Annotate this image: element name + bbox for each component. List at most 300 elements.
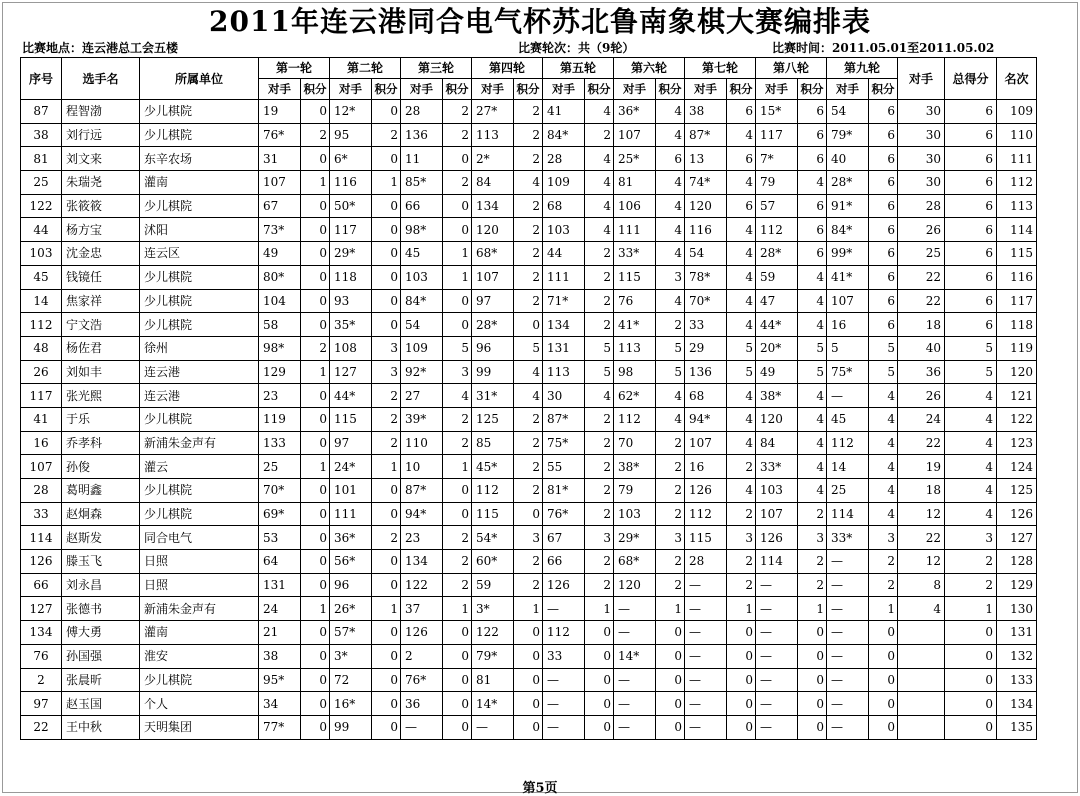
opponent-total-cell: 22 [898,265,945,289]
opponent-cell: 29* [330,242,372,266]
score-cell: 0 [514,715,543,739]
score-cell: 2 [656,573,685,597]
score-cell: 6 [869,313,898,337]
opponent-cell: — [827,621,869,645]
opponent-cell: 35* [330,313,372,337]
player-name-cell: 刘如丰 [62,360,140,384]
opponent-cell: — [685,573,727,597]
score-cell: 4 [869,502,898,526]
score-cell: 2 [585,455,614,479]
score-cell: 0 [301,692,330,716]
header-round-6: 第六轮 [614,58,685,79]
score-cell: 0 [798,692,827,716]
opponent-cell: 108 [330,336,372,360]
header-round-4: 第四轮 [472,58,543,79]
score-cell: 2 [443,171,472,195]
score-cell: 0 [301,313,330,337]
opponent-total-cell: 22 [898,431,945,455]
score-cell: 0 [301,502,330,526]
total-score-cell: 4 [945,479,997,503]
total-score-cell: 6 [945,313,997,337]
opponent-cell: — [756,668,798,692]
header-round-2-score: 积分 [372,79,401,100]
opponent-cell: 112 [827,431,869,455]
header-round-1: 第一轮 [259,58,330,79]
opponent-cell: 81 [472,668,514,692]
score-cell: 0 [514,692,543,716]
seq-cell: 38 [21,123,62,147]
score-cell: 0 [798,715,827,739]
unit-cell: 少儿棋院 [140,502,259,526]
seq-cell: 114 [21,526,62,550]
score-cell: 3 [869,526,898,550]
opponent-cell: 134 [401,550,443,574]
score-cell: 4 [656,218,685,242]
seq-cell: 66 [21,573,62,597]
score-cell: 0 [301,407,330,431]
score-cell: 4 [656,171,685,195]
opponent-cell: 26* [330,597,372,621]
score-cell: 4 [798,289,827,313]
table-row [21,171,1037,195]
opponent-cell: 79* [472,644,514,668]
rank-cell: 124 [997,455,1037,479]
opponent-cell: 95 [330,123,372,147]
opponent-cell: 104 [259,289,301,313]
score-cell: 0 [301,668,330,692]
opponent-cell: 30 [543,384,585,408]
unit-cell: 日照 [140,573,259,597]
player-name-cell: 刘文来 [62,147,140,171]
score-cell: 6 [798,147,827,171]
opponent-cell: 37 [401,597,443,621]
opponent-cell: 116 [685,218,727,242]
opponent-cell: 56* [330,550,372,574]
opponent-cell: 99* [827,242,869,266]
opponent-cell: 16* [330,692,372,716]
opponent-cell: 76 [614,289,656,313]
score-cell: 1 [656,597,685,621]
seq-cell: 48 [21,336,62,360]
opponent-total-cell [898,715,945,739]
opponent-cell: 54 [827,100,869,124]
opponent-cell: — [827,668,869,692]
score-cell: 4 [727,407,756,431]
table-row [21,597,1037,621]
score-cell: 6 [869,100,898,124]
opponent-cell: 7* [756,147,798,171]
opponent-cell: — [472,715,514,739]
opponent-cell: 91* [827,194,869,218]
score-cell: 2 [443,123,472,147]
score-cell: 2 [514,573,543,597]
score-cell: 0 [869,644,898,668]
score-cell: 4 [443,384,472,408]
opponent-cell: 94* [685,407,727,431]
score-cell: 4 [727,123,756,147]
score-cell: 0 [372,668,401,692]
opponent-cell: 28* [827,171,869,195]
opponent-cell: 106 [614,194,656,218]
opponent-cell: 57* [330,621,372,645]
opponent-total-cell: 24 [898,407,945,431]
score-cell: 2 [585,431,614,455]
score-cell: 2 [798,502,827,526]
score-cell: 1 [443,597,472,621]
score-cell: 0 [443,715,472,739]
opponent-cell: 107 [827,289,869,313]
table-row [21,573,1037,597]
total-score-cell: 0 [945,621,997,645]
score-cell: 3 [798,526,827,550]
opponent-cell: 33 [685,313,727,337]
opponent-cell: 126 [401,621,443,645]
score-cell: 4 [585,384,614,408]
rank-cell: 119 [997,336,1037,360]
opponent-cell: — [543,597,585,621]
player-name-cell: 王中秋 [62,715,140,739]
score-cell: 4 [869,431,898,455]
score-cell: 2 [372,431,401,455]
score-cell: 4 [798,384,827,408]
opponent-cell: — [685,668,727,692]
player-name-cell: 杨方宝 [62,218,140,242]
opponent-cell: — [401,715,443,739]
score-cell: 1 [372,597,401,621]
opponent-cell: 16 [685,455,727,479]
score-cell: 4 [585,171,614,195]
score-cell: 6 [798,194,827,218]
opponent-cell: 120 [614,573,656,597]
opponent-cell: 5 [827,336,869,360]
opponent-cell: 47 [756,289,798,313]
opponent-cell: 28 [401,100,443,124]
opponent-cell: 111 [614,218,656,242]
score-cell: 6 [798,100,827,124]
score-cell: 2 [798,550,827,574]
page-number: 第5页 [522,781,558,796]
seq-cell: 81 [21,147,62,171]
score-cell: 2 [443,573,472,597]
score-cell: 4 [727,218,756,242]
score-cell: 0 [372,313,401,337]
opponent-cell: 136 [685,360,727,384]
score-cell: 0 [372,147,401,171]
score-cell: 0 [372,194,401,218]
score-cell: 4 [727,431,756,455]
score-cell: 2 [798,573,827,597]
rank-cell: 116 [997,265,1037,289]
opponent-cell: 122 [472,621,514,645]
opponent-cell: 24* [330,455,372,479]
opponent-cell: 11 [401,147,443,171]
opponent-cell: 113 [472,123,514,147]
score-cell: 1 [798,597,827,621]
score-cell: 0 [585,715,614,739]
score-cell: 2 [372,384,401,408]
opponent-cell: 103 [401,265,443,289]
opponent-cell: 134 [472,194,514,218]
score-cell: 2 [727,573,756,597]
opponent-cell: 68 [685,384,727,408]
opponent-cell: 75* [543,431,585,455]
opponent-cell: 96 [472,336,514,360]
score-cell: 2 [585,550,614,574]
total-score-cell: 5 [945,360,997,384]
score-cell: 0 [443,621,472,645]
score-cell: 4 [514,384,543,408]
opponent-cell: 99 [330,715,372,739]
score-cell: 2 [585,242,614,266]
opponent-cell: 3* [330,644,372,668]
score-cell: 4 [798,171,827,195]
rank-cell: 111 [997,147,1037,171]
score-cell: 4 [869,479,898,503]
rank-cell: 131 [997,621,1037,645]
opponent-cell: 112 [472,479,514,503]
unit-cell: 少儿棋院 [140,479,259,503]
table-row [21,360,1037,384]
score-cell: 4 [727,171,756,195]
opponent-cell: 64 [259,550,301,574]
opponent-cell: 122 [401,573,443,597]
opponent-cell: 69* [259,502,301,526]
unit-cell: 淮安 [140,644,259,668]
document-title: 2011年连云港同合电气杯苏北鲁南象棋大赛编排表 [209,5,871,38]
opponent-cell: 79* [827,123,869,147]
opponent-cell: 68* [472,242,514,266]
player-name-cell: 焦家祥 [62,289,140,313]
opponent-cell: 79 [756,171,798,195]
opponent-cell: 71* [543,289,585,313]
opponent-cell: 133 [259,431,301,455]
table-row [21,502,1037,526]
opponent-cell: 70* [685,289,727,313]
opponent-cell: 38 [259,644,301,668]
table-row [21,550,1037,574]
opponent-cell: — [827,715,869,739]
header-round-9: 第九轮 [827,58,898,79]
opponent-cell: 31* [472,384,514,408]
opponent-cell: 38* [614,455,656,479]
player-name-cell: 孙国强 [62,644,140,668]
opponent-cell: 125 [472,407,514,431]
opponent-cell: 107 [614,123,656,147]
opponent-cell: — [614,668,656,692]
total-score-cell: 4 [945,455,997,479]
header-round-8: 第八轮 [756,58,827,79]
opponent-cell: 41* [614,313,656,337]
score-cell: 0 [656,668,685,692]
opponent-cell: 113 [614,336,656,360]
score-cell: 2 [514,455,543,479]
opponent-cell: 54 [685,242,727,266]
total-score-cell: 0 [945,692,997,716]
header-round-4-opponent: 对手 [472,79,514,100]
score-cell: 4 [585,194,614,218]
opponent-total-cell: 36 [898,360,945,384]
score-cell: 0 [301,147,330,171]
opponent-cell: 84 [756,431,798,455]
opponent-cell: 87* [401,479,443,503]
score-cell: 2 [372,526,401,550]
total-score-cell: 2 [945,550,997,574]
score-cell: 4 [798,431,827,455]
seq-cell: 127 [21,597,62,621]
opponent-cell: 118 [330,265,372,289]
opponent-total-cell: 18 [898,479,945,503]
player-name-cell: 宁文浩 [62,313,140,337]
score-cell: 0 [372,242,401,266]
score-cell: 6 [869,147,898,171]
opponent-cell: 111 [543,265,585,289]
table-row [21,384,1037,408]
opponent-total-cell [898,668,945,692]
opponent-cell: 3* [472,597,514,621]
opponent-cell: 28* [756,242,798,266]
score-cell: 4 [798,407,827,431]
total-score-cell: 4 [945,502,997,526]
opponent-cell: 41* [827,265,869,289]
seq-cell: 87 [21,100,62,124]
opponent-cell: 54 [401,313,443,337]
opponent-cell: 59 [756,265,798,289]
rank-cell: 114 [997,218,1037,242]
total-score-cell: 6 [945,289,997,313]
opponent-cell: 29* [614,526,656,550]
header-round-3-opponent: 对手 [401,79,443,100]
header-rank: 名次 [997,58,1037,100]
unit-cell: 天明集团 [140,715,259,739]
score-cell: 5 [514,336,543,360]
score-cell: 0 [301,218,330,242]
opponent-cell: 79 [614,479,656,503]
score-cell: 4 [869,407,898,431]
score-cell: 0 [869,621,898,645]
total-score-cell: 6 [945,171,997,195]
opponent-cell: 33* [827,526,869,550]
opponent-cell: 44* [330,384,372,408]
score-cell: 0 [372,502,401,526]
header-total-score: 总得分 [945,58,997,100]
score-cell: 0 [443,644,472,668]
unit-cell: 连云港 [140,384,259,408]
header-round-9-score: 积分 [869,79,898,100]
seq-cell: 22 [21,715,62,739]
seq-cell: 44 [21,218,62,242]
score-cell: 4 [727,265,756,289]
opponent-cell: 75* [827,360,869,384]
opponent-cell: 45 [827,407,869,431]
score-cell: 2 [656,313,685,337]
opponent-cell: 120 [685,194,727,218]
opponent-cell: — [827,384,869,408]
score-cell: 2 [514,123,543,147]
opponent-cell: — [543,715,585,739]
score-cell: 6 [869,123,898,147]
opponent-cell: 113 [543,360,585,384]
opponent-cell: 134 [543,313,585,337]
opponent-cell: 103 [614,502,656,526]
score-cell: 2 [585,479,614,503]
opponent-cell: — [827,644,869,668]
seq-cell: 103 [21,242,62,266]
player-name-cell: 沈金忠 [62,242,140,266]
rank-cell: 110 [997,123,1037,147]
score-cell: 0 [798,668,827,692]
score-cell: 5 [656,336,685,360]
score-cell: 6 [798,123,827,147]
score-cell: 0 [514,644,543,668]
opponent-total-cell: 30 [898,123,945,147]
unit-cell: 少儿棋院 [140,194,259,218]
opponent-cell: 58 [259,313,301,337]
opponent-cell: 14* [472,692,514,716]
opponent-cell: 129 [259,360,301,384]
seq-cell: 134 [21,621,62,645]
score-cell: 3 [585,526,614,550]
opponent-cell: 6* [330,147,372,171]
opponent-cell: — [756,573,798,597]
opponent-cell: 38 [685,100,727,124]
score-cell: 0 [585,621,614,645]
opponent-cell: — [614,621,656,645]
opponent-cell: — [756,692,798,716]
score-cell: 2 [869,550,898,574]
score-cell: 0 [869,692,898,716]
opponent-cell: 67 [543,526,585,550]
opponent-cell: 12* [330,100,372,124]
score-cell: 0 [301,550,330,574]
opponent-cell: 103 [543,218,585,242]
opponent-cell: 119 [259,407,301,431]
score-cell: 0 [301,621,330,645]
score-cell: 0 [443,147,472,171]
score-cell: 0 [514,313,543,337]
score-cell: 5 [869,360,898,384]
opponent-total-cell: 12 [898,502,945,526]
score-cell: 0 [301,715,330,739]
score-cell: 3 [372,360,401,384]
score-cell: 0 [727,621,756,645]
opponent-total-cell: 28 [898,194,945,218]
player-name-cell: 傅大勇 [62,621,140,645]
rank-cell: 129 [997,573,1037,597]
player-name-cell: 刘行远 [62,123,140,147]
opponent-cell: — [614,597,656,621]
score-cell: 0 [301,526,330,550]
opponent-cell: 27* [472,100,514,124]
opponent-cell: — [756,644,798,668]
unit-cell: 少儿棋院 [140,407,259,431]
opponent-cell: 25* [614,147,656,171]
player-name-cell: 张筱筱 [62,194,140,218]
opponent-total-cell: 22 [898,526,945,550]
header-round-1-score: 积分 [301,79,330,100]
score-cell: 2 [443,550,472,574]
opponent-cell: 67 [259,194,301,218]
score-cell: 4 [727,479,756,503]
opponent-cell: 81 [614,171,656,195]
opponent-cell: 94* [401,502,443,526]
opponent-cell: 33 [543,644,585,668]
opponent-cell: 25 [259,455,301,479]
opponent-cell: 115 [330,407,372,431]
total-score-cell: 6 [945,100,997,124]
player-name-cell: 葛明鑫 [62,479,140,503]
score-cell: 6 [869,194,898,218]
opponent-cell: 84* [401,289,443,313]
